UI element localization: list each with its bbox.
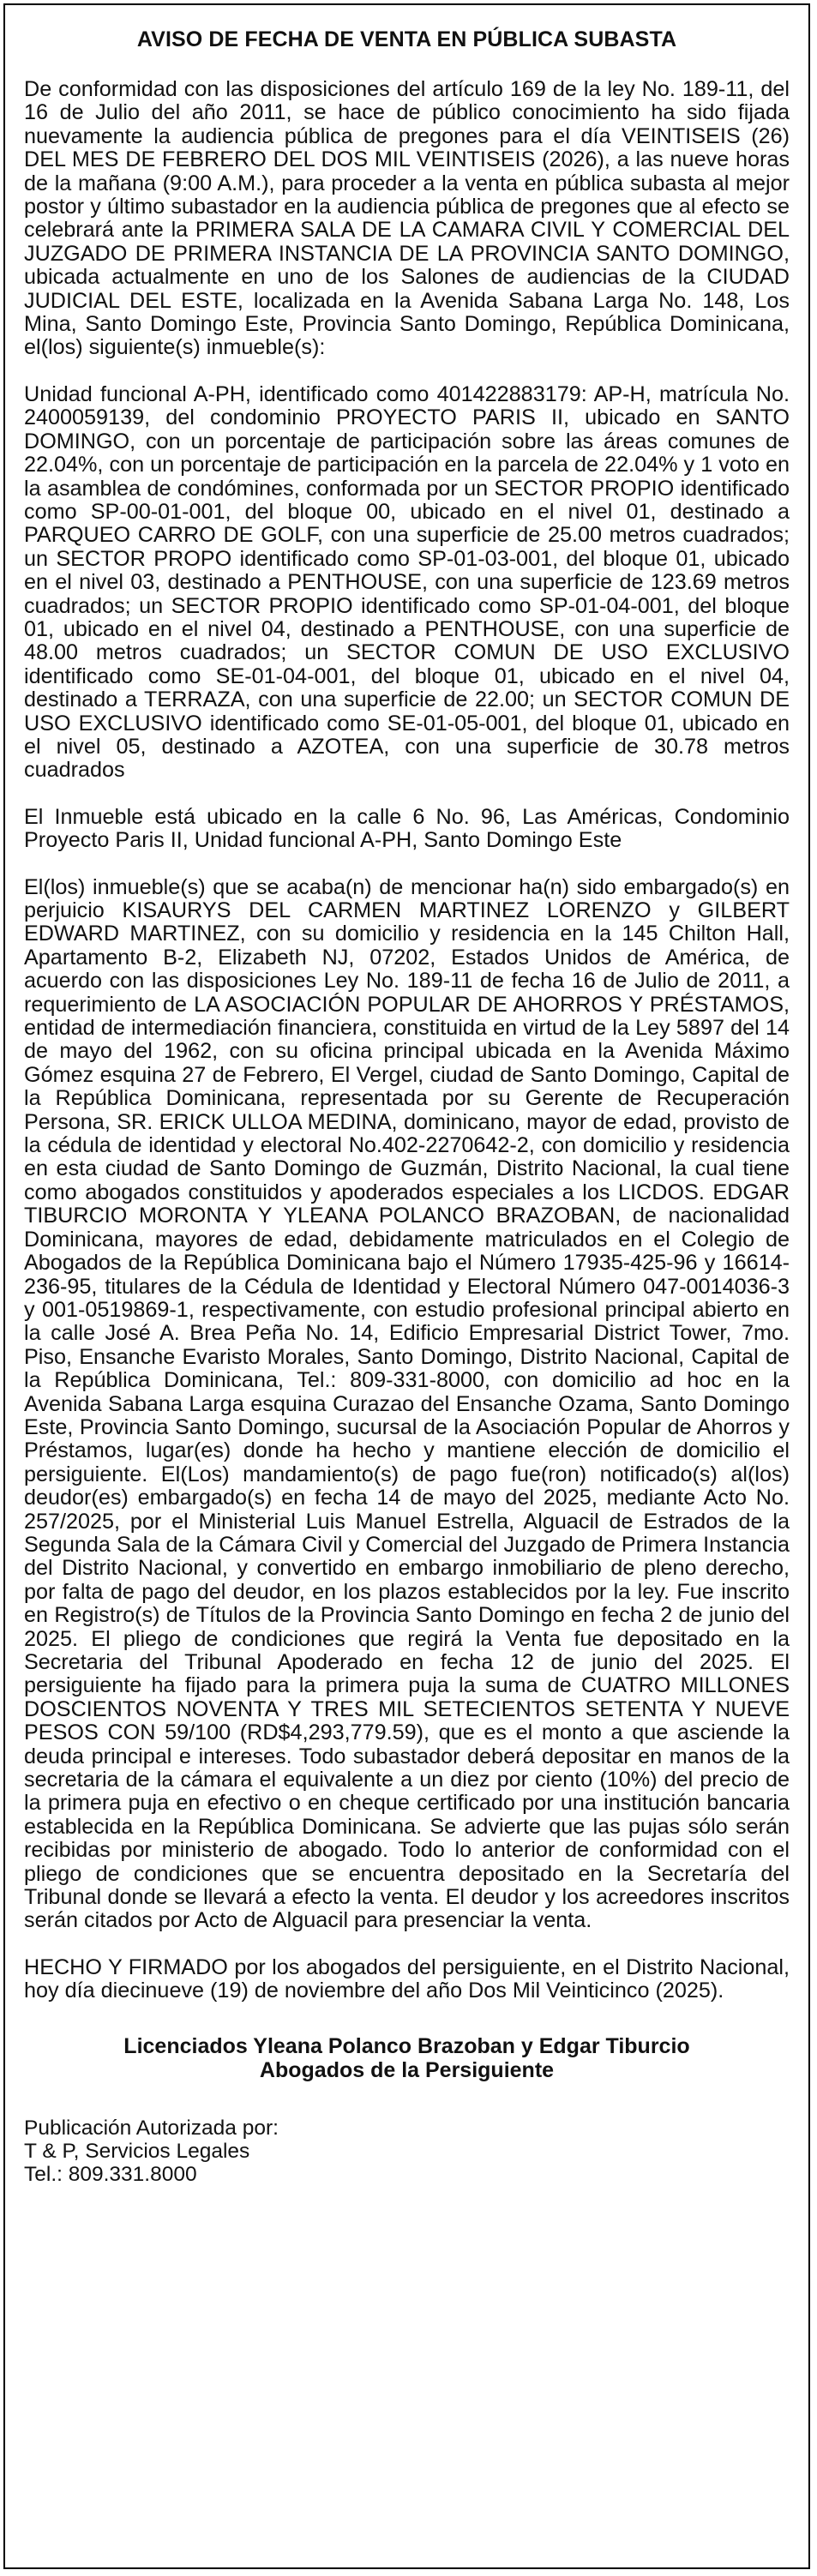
signature-block [24,2034,790,2082]
signature-role: Abogados de la Persiguiente [259,2057,555,2082]
notice-title: AVISO DE FECHA DE VENTA EN PÚBLICA SUBASTA [136,27,677,51]
notice-paragraph-signed: HECHO Y FIRMADO por los abogados del persiguiente, en el Distrito Nacional, hoy día diecinueve (19) de noviembre del año Dos Mil Veinticinco (2025). [24,1955,790,2003]
notice-paragraph-details: El(los) inmueble(s) que se acaba(n) de mencionar ha(n) sido embargado(s) en perjuicio KISAURYS DEL CARMEN MARTINEZ LORENZO y GILBERT EDWARD MARTINEZ, con su domicilio y residencia en la 145 Chilton Hall, Apartamento B-2, Elizabeth NJ, 07202, Estados Unidos de América, de acuerdo con las disposiciones Ley No. 189-11 de fecha 16 de Julio de 2011, a requerimiento de LA ASOCIACIÓN POPULAR DE AHORROS Y PRÉSTAMOS, entidad de intermediación financiera, constituida en virtud de la Ley 5897 del 14 de mayo del 1962, con su oficina principal ubicada en la Avenida Máximo Gómez esquina 27 de Febrero, El Vergel, ciudad de Santo Domingo, Capital de la República Dominicana, representada por su Gerente de Recuperación Persona, SR. ERICK ULLOA MEDINA, dominicano, mayor de edad, provisto de la cédula de identidad y electoral No.402-2270642-2, con domicilio y residencia en esta ciudad de Santo Domingo de Guzmán, Distrito Nacional, la cual tiene como abogados constituidos y apoderados especiales a los LICDOS. EDGAR TIBURCIO MORONTA Y YLEANA POLANCO BRAZOBAN, de nacionalidad Dominicana, mayores de edad, debidamente matriculados en el Colegio de Abogados de la República Dominicana bajo el Número 17935-425-96 y 16614-236-95, titulares de la Cédula de Identidad y Electoral Número 047-0014036-3 y 001-0519869-1, respectivamente, con estudio profesional principal abierto en la calle José A. Brea Peña No. 14, Edificio Empresarial District Tower, 7mo. Piso, Ensanche Evaristo Morales, Santo Domingo, Distrito Nacional, Capital de la República Dominicana, Tel.: 809-331-8000, con domicilio ad hoc en la Avenida Sabana Larga esquina Curazao del Ensanche Ozama, Santo Domingo Este, Provincia Santo Domingo, sucursal de la Asociación Popular de Ahorros y Préstamos, lugar(es) donde ha hecho y mantiene elección de domicilio el persiguiente. El(Los) mandamiento(s) de pago fue(ron) notificado(s) al(los) deudor(es) embargado(s) en fecha 14 de mayo del 2025, mediante Acto No. 257/2025, por el Ministerial Luis Manuel Estrella, Alguacil de Estrados de la Segunda Sala de la Cámara Civil y Comercial del Juzgado de Primera Instancia del Distrito Nacional, y convertido en embargo inmobiliario de pleno derecho, por falta de pago del deudor, en los plazos establecidos por la ley. Fue inscrito en Registro(s) de Títulos de la Provincia Santo Domingo en fecha 2 de junio del 2025. El pliego de condiciones que regirá la Venta fue depositado en la Secretaria del Tribunal Apoderado en fecha 12 de junio del 2025. El persiguiente ha fijado para la primera puja la suma de CUATRO MILLONES DOSCIENTOS NOVENTA Y TRES MIL SETECIENTOS SETENTA Y NUEVE PESOS CON 59/100 (RD$4,293,779.59), que es el monto a que asciende la deuda principal e intereses. Todo subastador deberá depositar en manos de la secretaria de la cámara el equivalente a un diez por ciento (10%) del precio de la primera puja en efectivo o en cheque certificado por una institución bancaria establecida en la República Dominicana. Se advierte que las pujas sólo serán recibidas por ministerio de abogado. Todo lo anterior de conformidad con el pliego de condiciones que se encuentra depositado en la Secretaría del Tribunal donde se llevará a efecto la venta. El deudor y los acreedores inscritos serán citados por Acto de Alguacil para presenciar la venta. [24,874,790,1933]
footer-phone: Tel.: 809.331.8000 [24,2162,197,2186]
notice-paragraph-location: El Inmueble está ubicado en la calle 6 No. 96, Las Américas, Condominio Proyecto Paris II, Unidad funcional A-PH, Santo Domingo Este [24,804,790,853]
footer-authorized: Publicación Autorizada por: [24,2116,279,2140]
signature-names: Licenciados Yleana Polanco Brazoban y Edgar Tiburcio [123,2033,690,2058]
footer-company: T & P, Servicios Legales [24,2139,250,2163]
notice-paragraph-property: Unidad funcional A-PH, identificado como 401422883179: AP-H, matrícula No. 2400059139, del condominio PROYECTO PARIS II, ubicado en SANTO DOMINGO, con un porcentaje de participación sobre las áreas comunes de 22.04%, con un porcentaje de participación en la parcela de 22.04% y 1 voto en la asamblea de condómines, conformada por un SECTOR PROPIO identificado como SP-00-01-001, del bloque 00, ubicado en el nivel 01, destinado a PARQUEO CARRO DE GOLF, con una superficie de 25.00 metros cuadrados; un SECTOR PROPO identificado como SP-01-03-001, del bloque 01, ubicado en el nivel 03, destinado a PENTHOUSE, con una superficie de 123.69 metros cuadrados; un SECTOR PROPIO identificado como SP-01-04-001, del bloque 01, ubicado en el nivel 04, destinado a PENTHOUSE, con una superficie de 48.00 metros cuadrados; un SECTOR COMUN DE USO EXCLUSIVO identificado como SE-01-04-001, del bloque 01, ubicado en el nivel 04, destinado a TERRAZA, con una superficie de 22.00; un SECTOR COMUN DE USO EXCLUSIVO identificado como SE-01-05-001, del bloque 01, ubicado en el nivel 05, destinado a AZOTEA, con una superficie de 30.78 metros cuadrados [24,381,790,783]
publication-footer [24,2117,790,2186]
notice-paragraph-intro: De conformidad con las disposiciones del artículo 169 de la ley No. 189-11, del 16 de Julio del año 2011, se hace de público conocimiento ha sido fijada nuevamente la audiencia pública de pregones para el día VEINTISEIS (26) DEL MES DE FEBRERO DEL DOS MIL VEINTISEIS (2026), a las nueve horas de la mañana (9:00 A.M.), para proceder a la venta en pública subasta al mejor postor y último subastador en la audiencia pública de pregones que al efecto se celebrará ante la PRIMERA SALA DE LA CAMARA CIVIL Y COMERCIAL DEL JUZGADO DE PRIMERA INSTANCIA DE LA PROVINCIA SANTO DOMINGO, ubicada actualmente en uno de los Salones de audiencias de la CIUDAD JUDICIAL DEL ESTE, localizada en la Avenida Sabana Larga No. 148, Los Mina, Santo Domingo Este, Provincia Santo Domingo, República Dominicana, el(los) siguiente(s) inmueble(s): [24,77,790,360]
legal-notice [3,3,810,2569]
